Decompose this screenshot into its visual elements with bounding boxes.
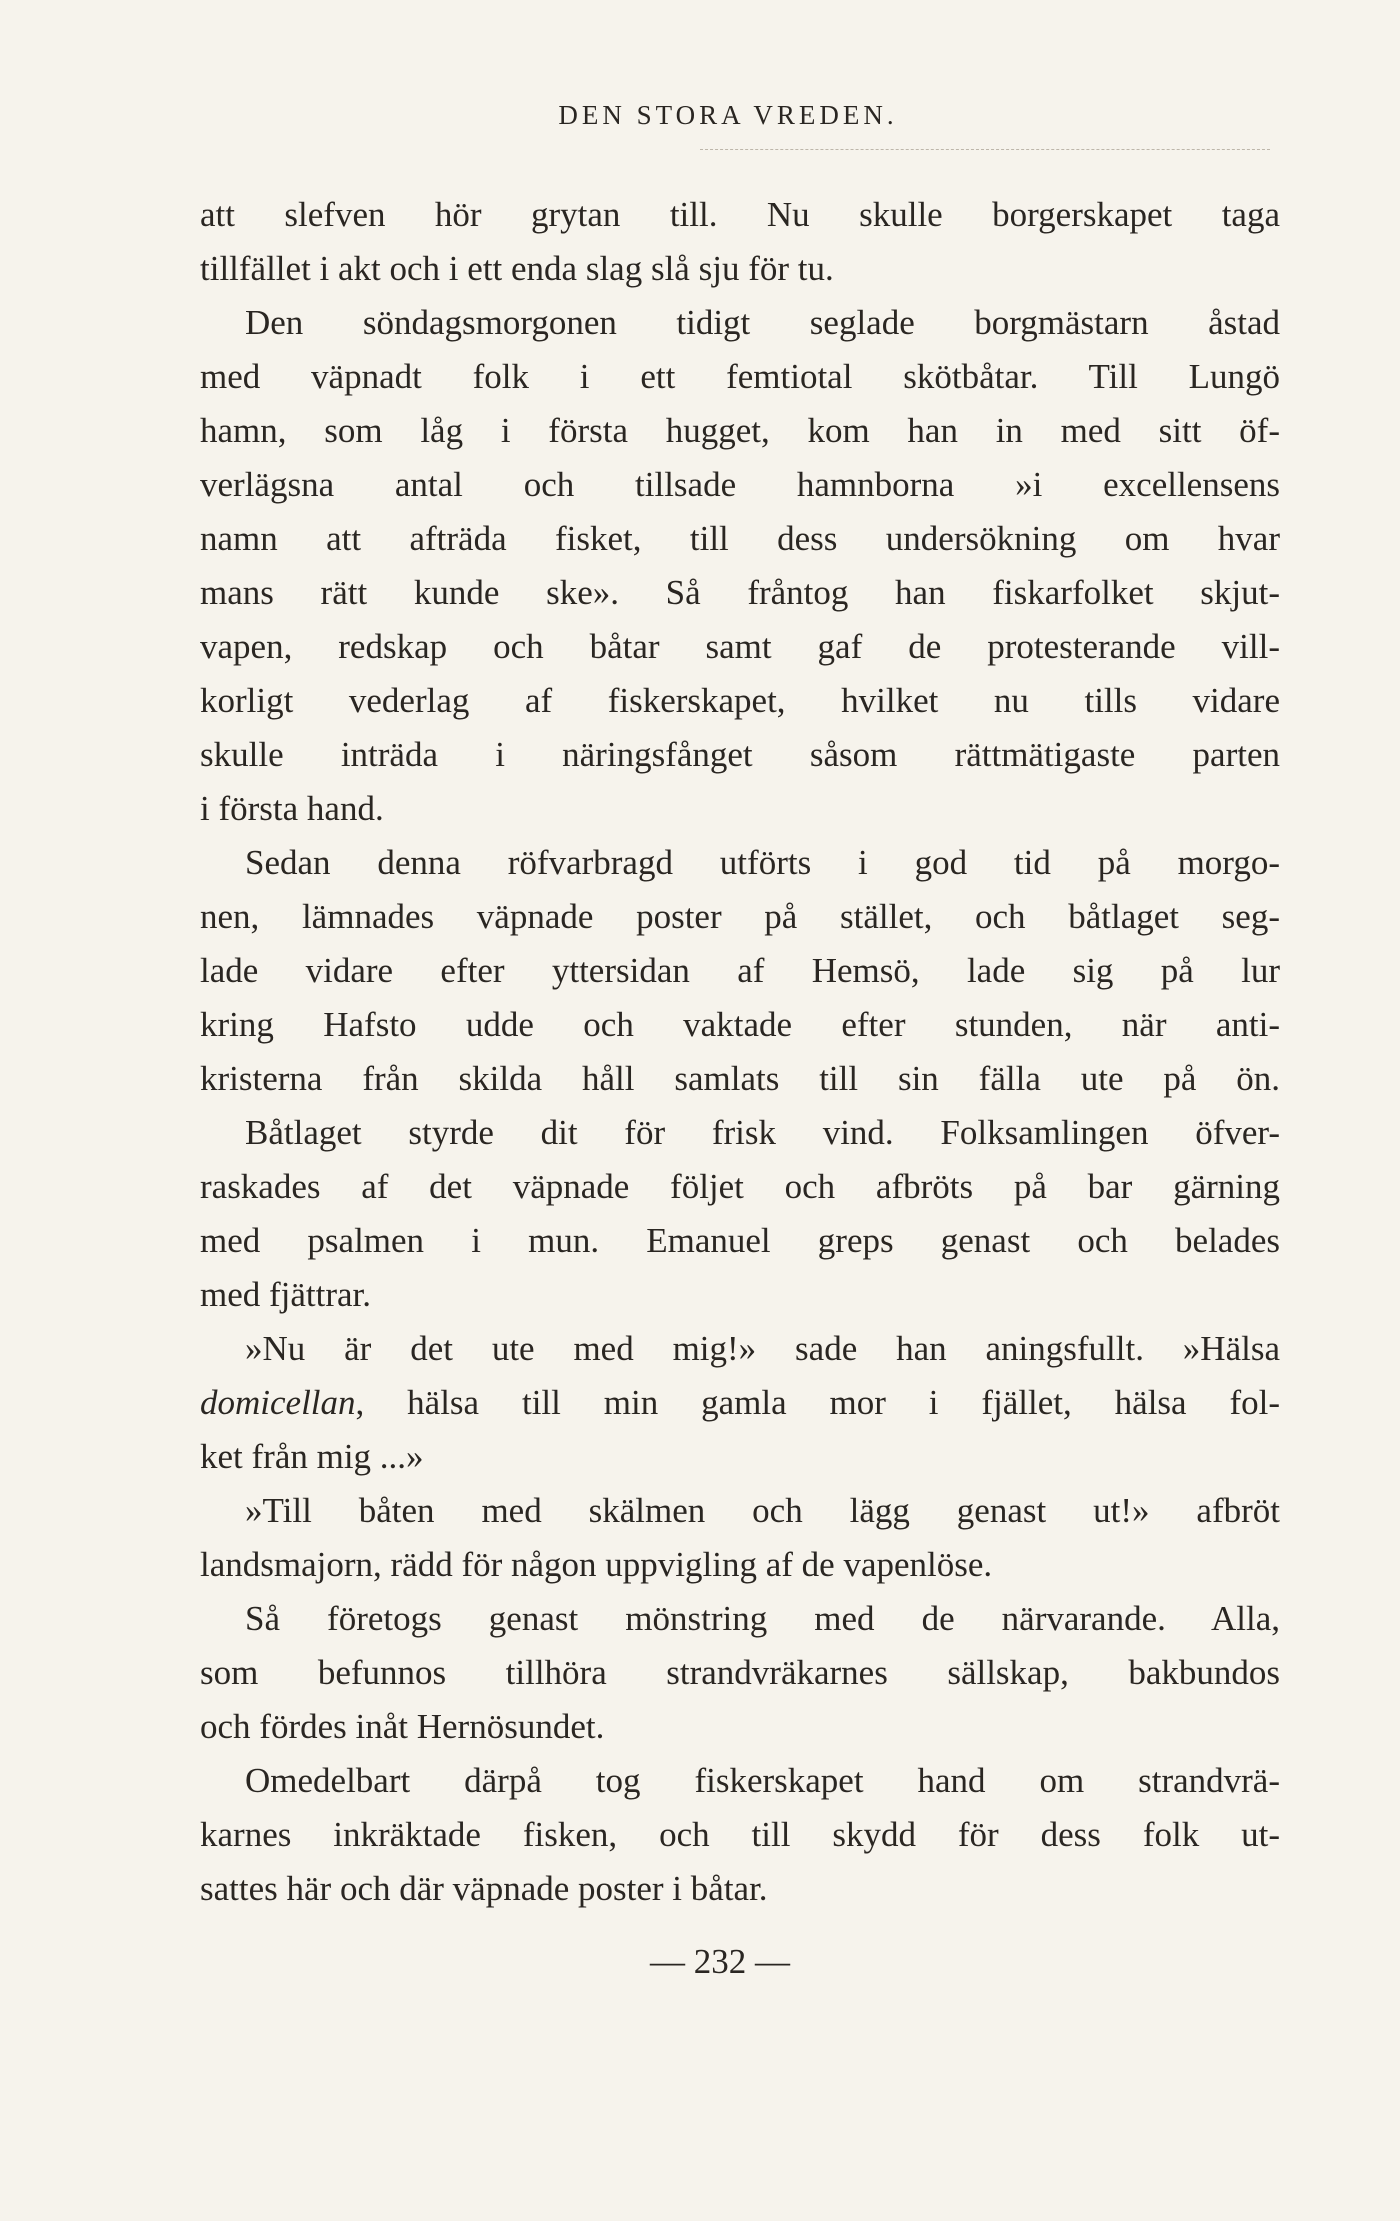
text-line: i första hand.	[200, 789, 384, 828]
page-number: — 232 —	[650, 1942, 790, 1981]
text-line: sattes här och där väpnade poster i båtar.	[200, 1869, 768, 1908]
text-line: karnes inkräktade fisken, och till skydd för dess folk ut-	[200, 1815, 1280, 1854]
text-line-with-italic	[200, 1376, 1280, 1430]
italic-word: domicellan	[200, 1383, 356, 1422]
text-line: Båtlaget styrde dit för frisk vind. Folksamlingen öfver-	[245, 1113, 1280, 1152]
text-line: med psalmen i mun. Emanuel greps genast och belades	[200, 1221, 1280, 1260]
text-line: och fördes inåt Hernösundet.	[200, 1707, 605, 1746]
header-rule	[700, 149, 1270, 150]
text-line: »Till båten med skälmen och lägg genast ut!» afbröt	[245, 1491, 1280, 1530]
text-line: Sedan denna röfvarbragd utförts i god tid på morgo-	[245, 843, 1280, 882]
text-line: med väpnadt folk i ett femtiotal skötbåtar. Till Lungö	[200, 357, 1280, 396]
text-line: verlägsna antal och tillsade hamnborna »i excellensens	[200, 465, 1280, 504]
text-line: som befunnos tillhöra strandvräkarnes sällskap, bakbundos	[200, 1653, 1280, 1692]
text-line: med fjättrar.	[200, 1275, 372, 1314]
text-line: Så företogs genast mönstring med de närvarande. Alla,	[245, 1599, 1280, 1638]
body-text	[200, 188, 1280, 1916]
running-title: DEN STORA VREDEN.	[558, 100, 898, 130]
text-line: Den söndagsmorgonen tidigt seglade borgmästarn åstad	[245, 303, 1280, 342]
text-line: vapen, redskap och båtar samt gaf de protesterande vill-	[200, 627, 1280, 666]
text-line: »Nu är det ute med mig!» sade han aningsfullt. »Hälsa	[245, 1329, 1280, 1368]
text-line: kristerna från skilda håll samlats till sin fälla ute på ön.	[200, 1059, 1280, 1098]
text-line: mans rätt kunde ske». Så fråntog han fiskarfolket skjut-	[200, 573, 1280, 612]
text-line: korligt vederlag af fiskerskapet, hvilket nu tills vidare	[200, 681, 1280, 720]
text-line-continuation: , hälsa till min gamla mor i fjället, hälsa fol-	[355, 1383, 1280, 1422]
text-line: Omedelbart därpå tog fiskerskapet hand om strandvrä-	[245, 1761, 1280, 1800]
text-line: nen, lämnades väpnade poster på stället, och båtlaget seg-	[200, 897, 1280, 936]
text-line: kring Hafsto udde och vaktade efter stunden, när anti-	[200, 1005, 1280, 1044]
text-line: lade vidare efter yttersidan af Hemsö, lade sig på lur	[200, 951, 1280, 990]
text-line: namn att afträda fisket, till dess undersökning om hvar	[200, 519, 1280, 558]
text-line: att slefven hör grytan till. Nu skulle borgerskapet taga	[200, 195, 1280, 234]
text-line: hamn, som låg i första hugget, kom han in med sitt öf-	[200, 411, 1280, 450]
text-line: landsmajorn, rädd för någon uppvigling af de vapenlöse.	[200, 1545, 993, 1584]
text-line: tillfället i akt och i ett enda slag slå sju för tu.	[200, 249, 834, 288]
text-line: raskades af det väpnade följet och afbröts på bar gärning	[200, 1167, 1280, 1206]
text-line: ket från mig ...»	[200, 1437, 424, 1476]
text-line: skulle inträda i näringsfånget såsom rättmätigaste parten	[200, 735, 1280, 774]
